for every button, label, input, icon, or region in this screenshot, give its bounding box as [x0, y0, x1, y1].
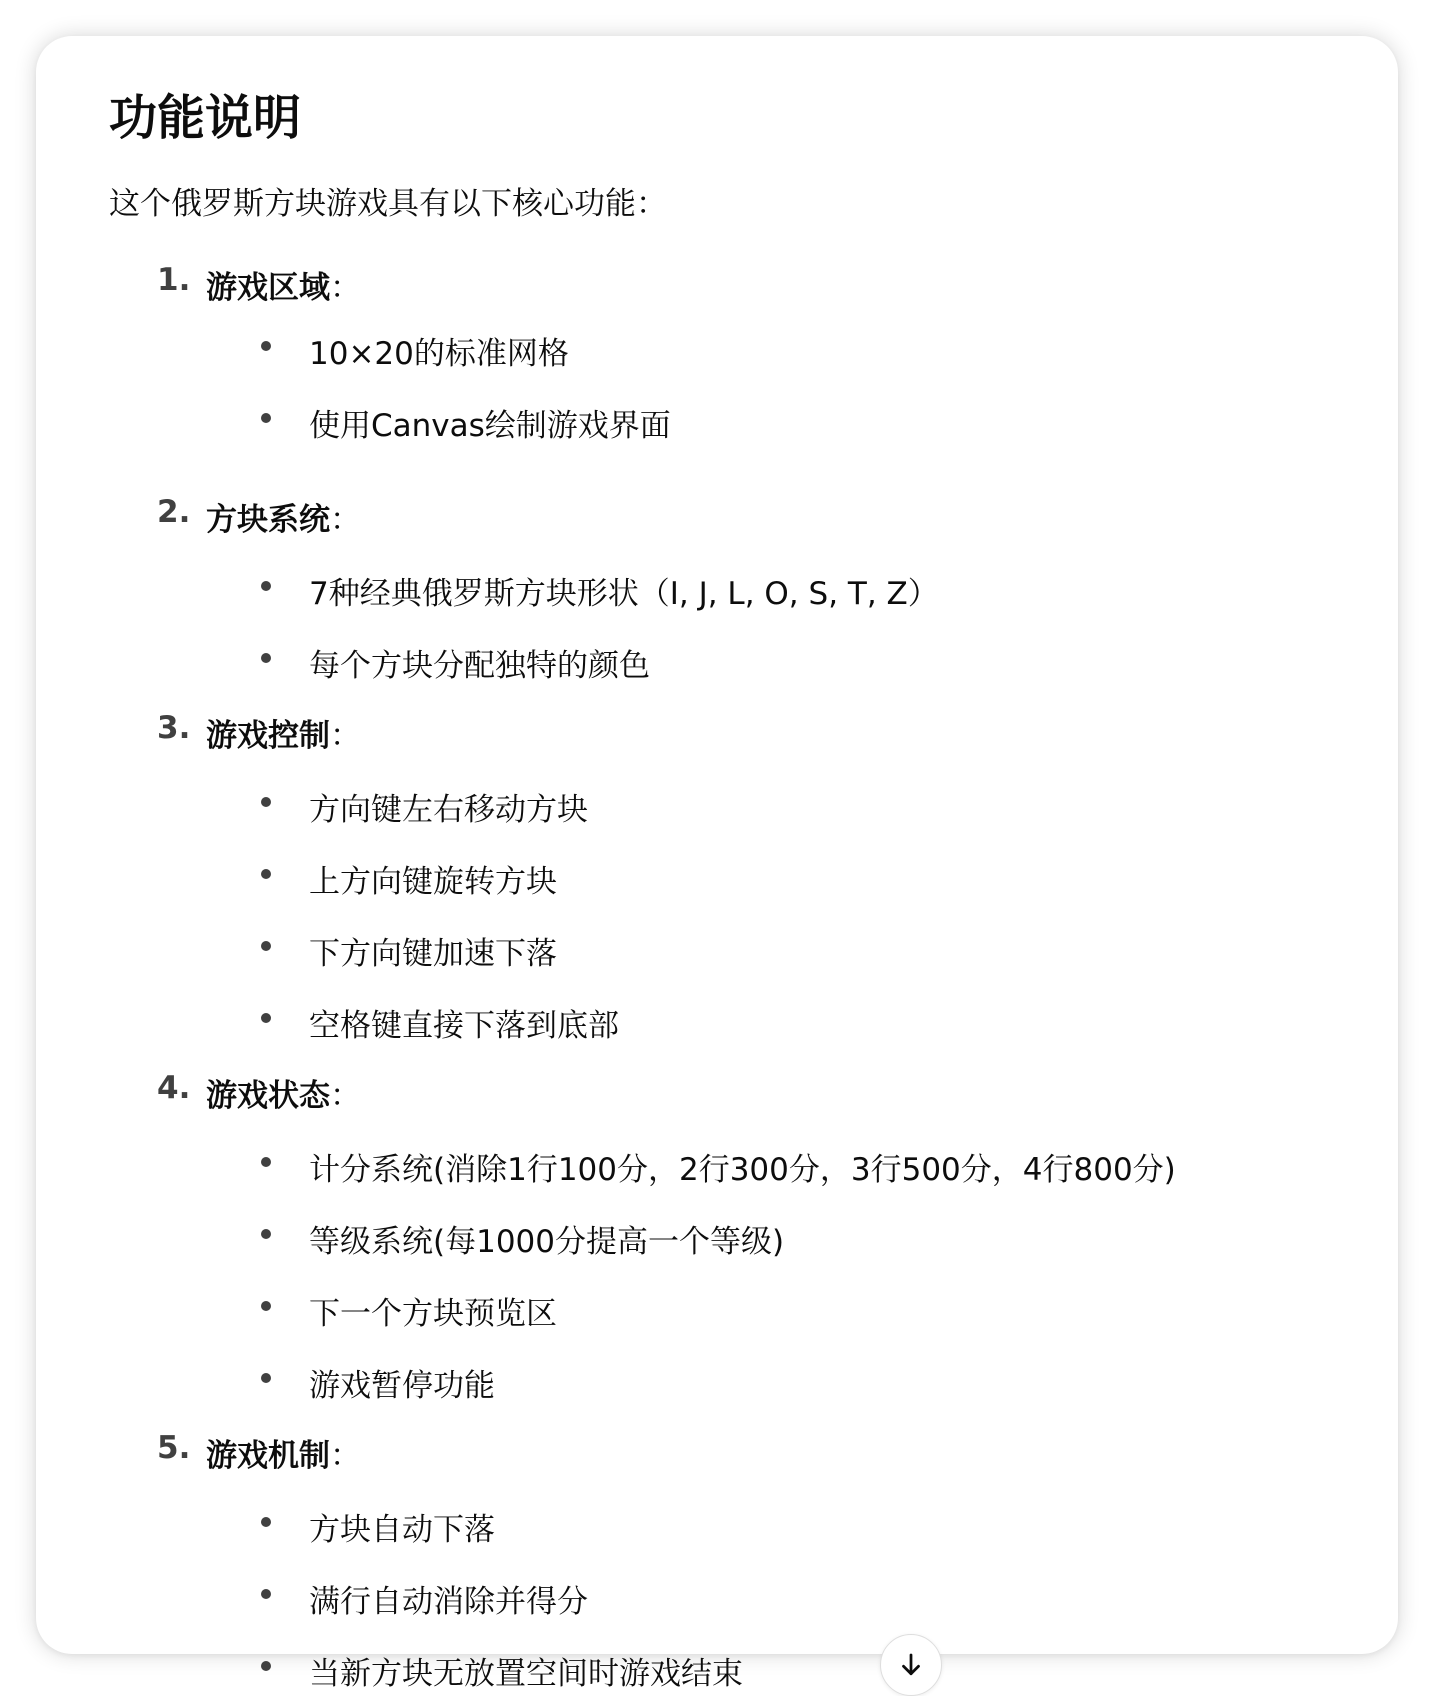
list-item: 计分系统(消除1行100分，2行300分，3行500分，4行800分): [309, 1152, 1176, 1188]
section-title: [206, 262, 361, 307]
bullet-dot: [261, 1157, 271, 1167]
bullet-dot: [261, 941, 271, 951]
bullet-dot: [261, 869, 271, 879]
section-title-colon: ：: [330, 1078, 361, 1114]
bullet-dot: [261, 413, 271, 423]
list-number: 4.: [157, 1070, 191, 1106]
bullet-dot: [261, 1013, 271, 1023]
bullet-dot: [261, 1301, 271, 1311]
bullet-dot: [261, 1517, 271, 1527]
scroll-to-bottom-button[interactable]: [880, 1634, 942, 1696]
list-item: 方块自动下落: [309, 1512, 495, 1548]
bullet-dot: [261, 1373, 271, 1383]
list-item: 满行自动消除并得分: [309, 1584, 588, 1620]
list-item: 10×20的标准网格: [309, 336, 569, 372]
list-number: 5.: [157, 1430, 191, 1466]
section-title-text: 游戏状态: [206, 1078, 330, 1114]
list-item: 上方向键旋转方块: [309, 864, 557, 900]
bullet-dot: [261, 797, 271, 807]
bullet-dot: [261, 581, 271, 591]
message-card: [36, 36, 1398, 1692]
list-item: 等级系统(每1000分提高一个等级): [309, 1224, 785, 1260]
list-number: 1.: [157, 262, 191, 298]
list-item: 下方向键加速下落: [309, 936, 557, 972]
section-title: [206, 710, 361, 755]
section-title-colon: ：: [330, 502, 361, 538]
section-title: [206, 494, 361, 539]
list-number: 3.: [157, 710, 191, 746]
list-item: 7种经典俄罗斯方块形状（I, J, L, O, S, T, Z）: [309, 576, 939, 612]
section-title-text: 游戏区域: [206, 270, 330, 306]
list-item: 下一个方块预览区: [309, 1296, 557, 1332]
bullet-dot: [261, 1229, 271, 1239]
section-title-text: 方块系统: [206, 502, 330, 538]
section-title-colon: ：: [330, 718, 361, 754]
list-item: 方向键左右移动方块: [309, 792, 588, 828]
list-item: 游戏暂停功能: [309, 1368, 495, 1404]
section-title-text: 游戏机制: [206, 1438, 330, 1474]
bullet-dot: [261, 1589, 271, 1599]
intro-text: 这个俄罗斯方块游戏具有以下核心功能：: [109, 186, 667, 222]
section-title-colon: ：: [330, 1438, 361, 1474]
list-item: 使用Canvas绘制游戏界面: [309, 408, 671, 444]
list-item: 每个方块分配独特的颜色: [309, 648, 650, 684]
section-title: [206, 1070, 361, 1115]
list-item: 当新方块无放置空间时游戏结束: [309, 1656, 743, 1692]
section-title-text: 游戏控制: [206, 718, 330, 754]
section-title: [206, 1430, 361, 1475]
list-item: 空格键直接下落到底部: [309, 1008, 619, 1044]
section-title-colon: ：: [330, 270, 361, 306]
section-heading: 功能说明: [109, 90, 302, 146]
bullet-dot: [261, 341, 271, 351]
arrow-down-icon: [896, 1650, 926, 1680]
list-number: 2.: [157, 494, 191, 530]
bullet-dot: [261, 653, 271, 663]
bullet-dot: [261, 1661, 271, 1671]
